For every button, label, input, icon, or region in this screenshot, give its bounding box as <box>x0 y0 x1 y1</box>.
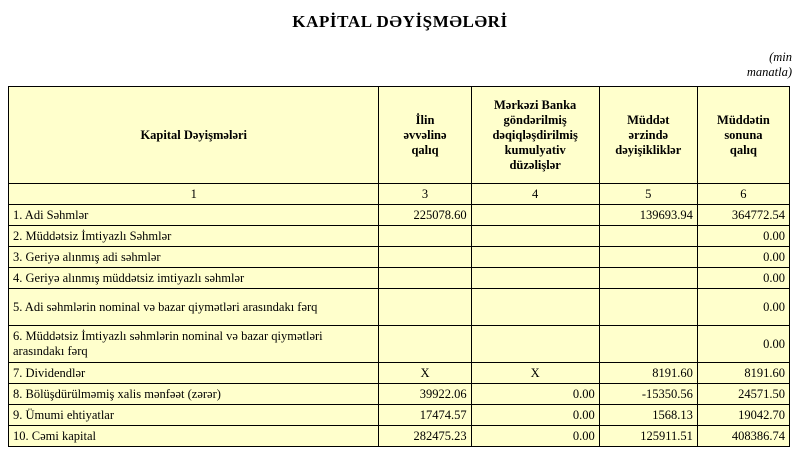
header-line: ərzində <box>628 127 669 142</box>
row-value: 0.00 <box>471 405 599 426</box>
row-label: 1. Adi Səhmlər <box>9 205 379 226</box>
row-value <box>471 268 599 289</box>
row-value: 24571.50 <box>697 384 789 405</box>
header-line: Müddət <box>627 112 670 127</box>
header-line: dəyişikliklər <box>615 142 682 157</box>
column-header-merkezi-banka-duzelisler <box>471 87 599 184</box>
table-row <box>9 405 790 426</box>
row-value <box>471 326 599 363</box>
column-header-ilin-evveline-qaliq <box>379 87 471 184</box>
header-line: kumulyativ <box>504 142 566 157</box>
row-value: 8191.60 <box>599 363 697 384</box>
row-value: 0.00 <box>471 426 599 447</box>
row-value <box>471 226 599 247</box>
header-line: göndərilmiş <box>503 112 567 127</box>
column-header-muddet-erzinde-deyisiklikler <box>599 87 697 184</box>
row-value: 125911.51 <box>599 426 697 447</box>
column-number: 3 <box>379 184 471 205</box>
table-row <box>9 226 790 247</box>
table-head <box>9 87 790 205</box>
column-number: 1 <box>9 184 379 205</box>
row-value: 0.00 <box>471 384 599 405</box>
column-number: 4 <box>471 184 599 205</box>
row-value <box>599 247 697 268</box>
column-header-muddetin-sonuna-qaliq <box>697 87 789 184</box>
row-value: 139693.94 <box>599 205 697 226</box>
column-number: 5 <box>599 184 697 205</box>
row-label: 2. Müddətsiz İmtiyazlı Səhmlər <box>9 226 379 247</box>
row-value: 364772.54 <box>697 205 789 226</box>
table-row <box>9 326 790 363</box>
row-value <box>599 268 697 289</box>
header-line: qalıq <box>411 142 439 157</box>
header-row <box>9 87 790 184</box>
row-value <box>379 326 471 363</box>
row-value: 39922.06 <box>379 384 471 405</box>
row-value <box>379 268 471 289</box>
row-value: X <box>471 363 599 384</box>
row-value: 225078.60 <box>379 205 471 226</box>
header-line: Mərkəzi Banka <box>494 97 577 112</box>
row-value: 0.00 <box>697 226 789 247</box>
table-row <box>9 289 790 326</box>
row-value: 17474.57 <box>379 405 471 426</box>
row-value: X <box>379 363 471 384</box>
row-value: 0.00 <box>697 326 789 363</box>
unit-note-line2: manatla) <box>746 65 792 79</box>
capital-changes-table <box>8 86 790 447</box>
page-title: KAPİTAL DƏYİŞMƏLƏRİ <box>292 12 508 31</box>
row-label: 8. Bölüşdürülməmiş xalis mənfəət (zərər) <box>9 384 379 405</box>
row-label: 5. Adi səhmlərin nominal və bazar qiymətləri arasındakı fərq <box>9 289 379 326</box>
row-value: 408386.74 <box>697 426 789 447</box>
row-value: 0.00 <box>697 268 789 289</box>
row-value: 0.00 <box>697 289 789 326</box>
header-line: sonuna <box>724 127 763 142</box>
row-label: 3. Geriyə alınmış adi səhmlər <box>9 247 379 268</box>
header-line: düzəlişlər <box>509 157 561 172</box>
row-value <box>599 289 697 326</box>
row-label: 6. Müddətsiz İmtiyazlı səhmlərin nominal və bazar qiymətləri arasındakı fərq <box>9 326 379 363</box>
column-number-row <box>9 184 790 205</box>
row-value <box>471 289 599 326</box>
row-value: 19042.70 <box>697 405 789 426</box>
row-value: 0.00 <box>697 247 789 268</box>
row-value <box>471 247 599 268</box>
unit-note <box>0 50 800 80</box>
header-line: dəqiqləşdirilmiş <box>492 127 578 142</box>
row-value <box>471 205 599 226</box>
unit-note-line1: (min <box>769 50 792 64</box>
header-line: əvvəlinə <box>403 127 447 142</box>
header-line: Kapital Dəyişmələri <box>140 127 248 142</box>
header-line: İlin <box>415 112 435 127</box>
header-line: qalıq <box>729 142 757 157</box>
row-label: 9. Ümumi ehtiyatlar <box>9 405 379 426</box>
table-body <box>9 205 790 447</box>
row-label: 7. Dividendlər <box>9 363 379 384</box>
row-label: 10. Cəmi kapital <box>9 426 379 447</box>
row-value <box>599 326 697 363</box>
row-value: 282475.23 <box>379 426 471 447</box>
table-row <box>9 205 790 226</box>
row-value <box>379 289 471 326</box>
row-value: 8191.60 <box>697 363 789 384</box>
row-value: -15350.56 <box>599 384 697 405</box>
table-row <box>9 247 790 268</box>
row-value <box>379 226 471 247</box>
column-header-kapital-deyismeleri <box>9 87 379 184</box>
column-number: 6 <box>697 184 789 205</box>
row-label: 4. Geriyə alınmış müddətsiz imtiyazlı səhmlər <box>9 268 379 289</box>
row-value <box>599 226 697 247</box>
row-value: 1568.13 <box>599 405 697 426</box>
table-row <box>9 268 790 289</box>
header-line: Müddətin <box>717 112 770 127</box>
row-value <box>379 247 471 268</box>
table-row <box>9 363 790 384</box>
table-row <box>9 384 790 405</box>
table-row <box>9 426 790 447</box>
